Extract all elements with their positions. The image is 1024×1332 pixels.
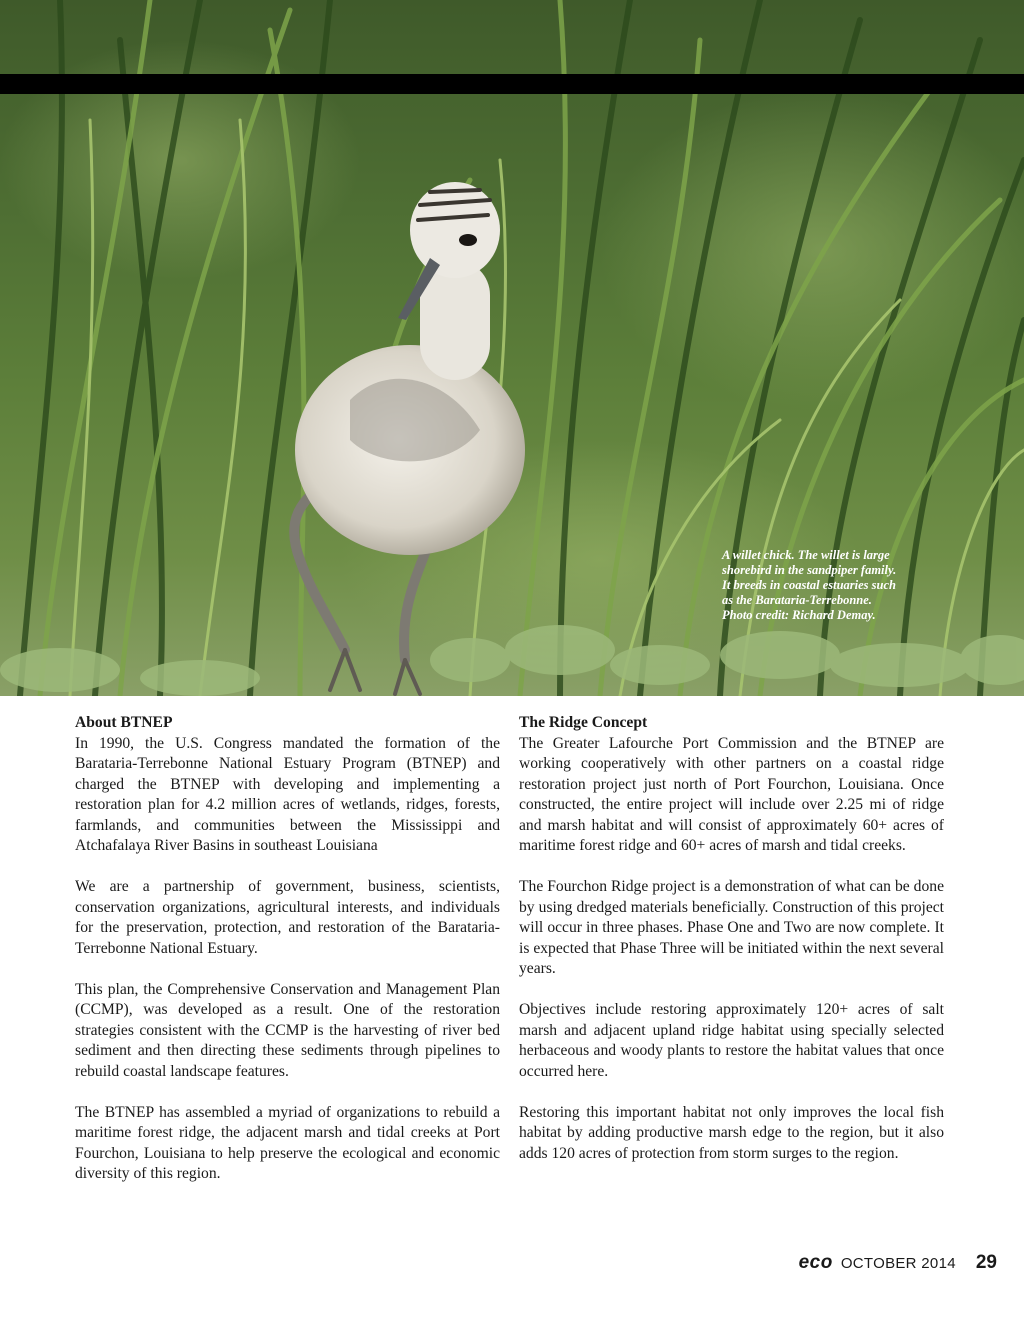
issue-date: OCTOBER 2014 <box>840 1255 956 1272</box>
caption-line: shorebird in the sandpiper family. <box>722 563 897 577</box>
paragraph: Objectives include restoring approximately 120+ acres of salt marsh and adjacent upland ridge habitat using specially selected herbaceous and woody plants to restore the habitat values that once occurred here. <box>519 1001 944 1080</box>
paragraph: Restoring this important habitat not only improves the local fish habitat by adding productive marsh edge to the region, but it also adds 120 acres of protection from storm surges to the region. <box>519 1103 944 1162</box>
caption-line: A willet chick. The willet is large <box>722 548 890 562</box>
page-number: 29 <box>975 1252 997 1273</box>
ridge-concept-heading: The Ridge Concept <box>519 714 648 731</box>
caption-line: as the Barataria-Terrebonne. <box>722 593 872 607</box>
caption-line: It breeds in coastal estuaries such <box>722 578 896 592</box>
paragraph: The BTNEP has assembled a myriad of organizations to rebuild a maritime forest ridge, the adjacent marsh and tidal creeks at Port Fourchon, Louisiana to help preserve the ecological and economic diversity of this region. <box>75 1103 500 1182</box>
about-btnep-heading: About BTNEP <box>75 714 173 731</box>
paragraph: The Greater Lafourche Port Commission and the BTNEP are working cooperatively with other partners on a coastal ridge restoration project just north of Port Fourchon, Louisiana. Once constructed, the entire project will include over 2.25 mi of ridge and marsh habitat and will consist of approximately 60+ acres of maritime forest ridge and 60+ acres of marsh and tidal creeks. <box>519 734 944 854</box>
page-footer <box>799 1252 997 1274</box>
magazine-name: eco <box>798 1252 833 1273</box>
ridge-concept-column <box>519 713 944 1185</box>
paragraph: We are a partnership of government, business, scientists, conservation organizations, agricultural interests, and individuals for the preservation, protection, and restoration of the Barataria-Terrebonne National Estuary. <box>75 878 500 957</box>
paragraph: This plan, the Comprehensive Conservation and Management Plan (CCMP), was developed as a result. One of the restoration strategies consistent with the CCMP is the harvesting of river bed sediment and then directing these sediments through pipelines to rebuild coastal landscape features. <box>75 980 500 1080</box>
caption-line: Photo credit: Richard Demay. <box>722 608 876 622</box>
about-btnep-column <box>75 713 500 1205</box>
paragraph: In 1990, the U.S. Congress mandated the formation of the Barataria-Terrebonne National Estuary Program (BTNEP) and charged the BTNEP with developing and implementing a restoration plan for 4.2 million acres of wetlands, ridges, forests, farmlands, and communities between the Mississippi and Atchafalaya River Basins in southeast Louisiana <box>75 734 500 854</box>
paragraph: The Fourchon Ridge project is a demonstration of what can be done by using dredged materials beneficially. Construction of this project will occur in three phases. Phase One and Two are now complete. It is expected that Phase Three will be initiated within the next several years. <box>519 878 944 977</box>
photo-caption <box>722 548 962 623</box>
header-black-bar <box>0 74 1024 94</box>
